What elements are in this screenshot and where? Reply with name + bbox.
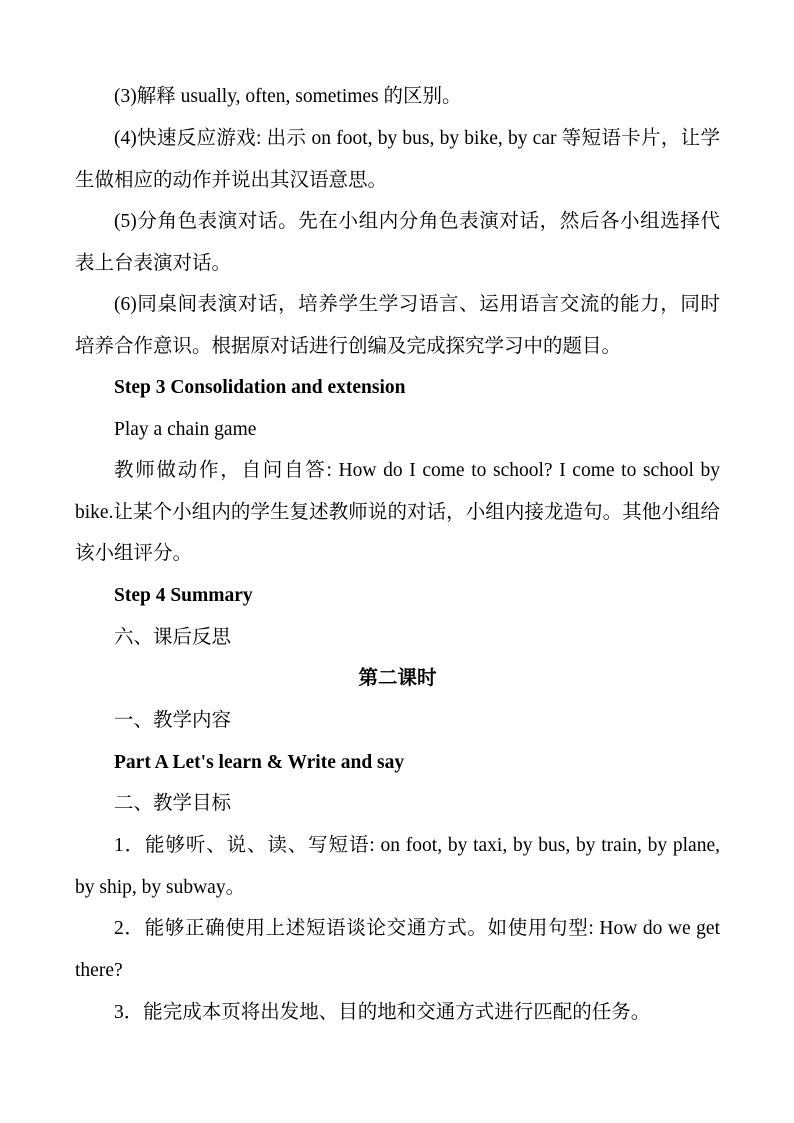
part-a-heading: Part A Let's learn & Write and say [114,752,405,773]
paragraph-quick-game: (4)快速反应游戏: 出示 on foot, by bus, by bike, by car 等短语卡片，让学生做相应的动作并说出其汉语意思。 [75,128,720,191]
step4-heading: Step 4 Summary [114,585,253,606]
paragraph-pair-dialogue: (6)同桌间表演对话，培养学生学习语言、运用语言交流的能力，同时培养合作意识。根据原对话进行创编及完成探究学习中的题目。 [75,294,720,357]
content-heading: 一、教学内容 [114,710,232,731]
paragraph-adverbs: (3)解释 usually, often, sometimes 的区别。 [114,86,462,107]
goal-2: 2．能够正确使用上述短语谈论交通方式。如使用句型: How do we get there? [75,918,720,981]
paragraph-role-play: (5)分角色表演对话。先在小组内分角色表演对话，然后各小组选择代表上台表演对话。 [75,211,720,274]
goals-heading: 二、教学目标 [114,793,232,814]
goal-1: 1．能够听、说、读、写短语: on foot, by taxi, by bus, by train, by plane, by ship, by subway。 [75,835,720,898]
reflection-heading: 六、课后反思 [114,627,232,648]
goal-3: 3．能完成本页将出发地、目的地和交通方式进行匹配的任务。 [114,1002,651,1023]
paragraph-teacher-activity: 教师做动作，自问自答: How do I come to school? I come to school by bike.让某个小组内的学生复述教师说的对话，小组内接龙造句。其他小组给该小组评分。 [75,460,720,565]
chain-game-line: Play a chain game [114,419,257,440]
lesson-title: 第二课时 [358,668,437,689]
step3-heading: Step 3 Consolidation and extension [114,377,406,398]
